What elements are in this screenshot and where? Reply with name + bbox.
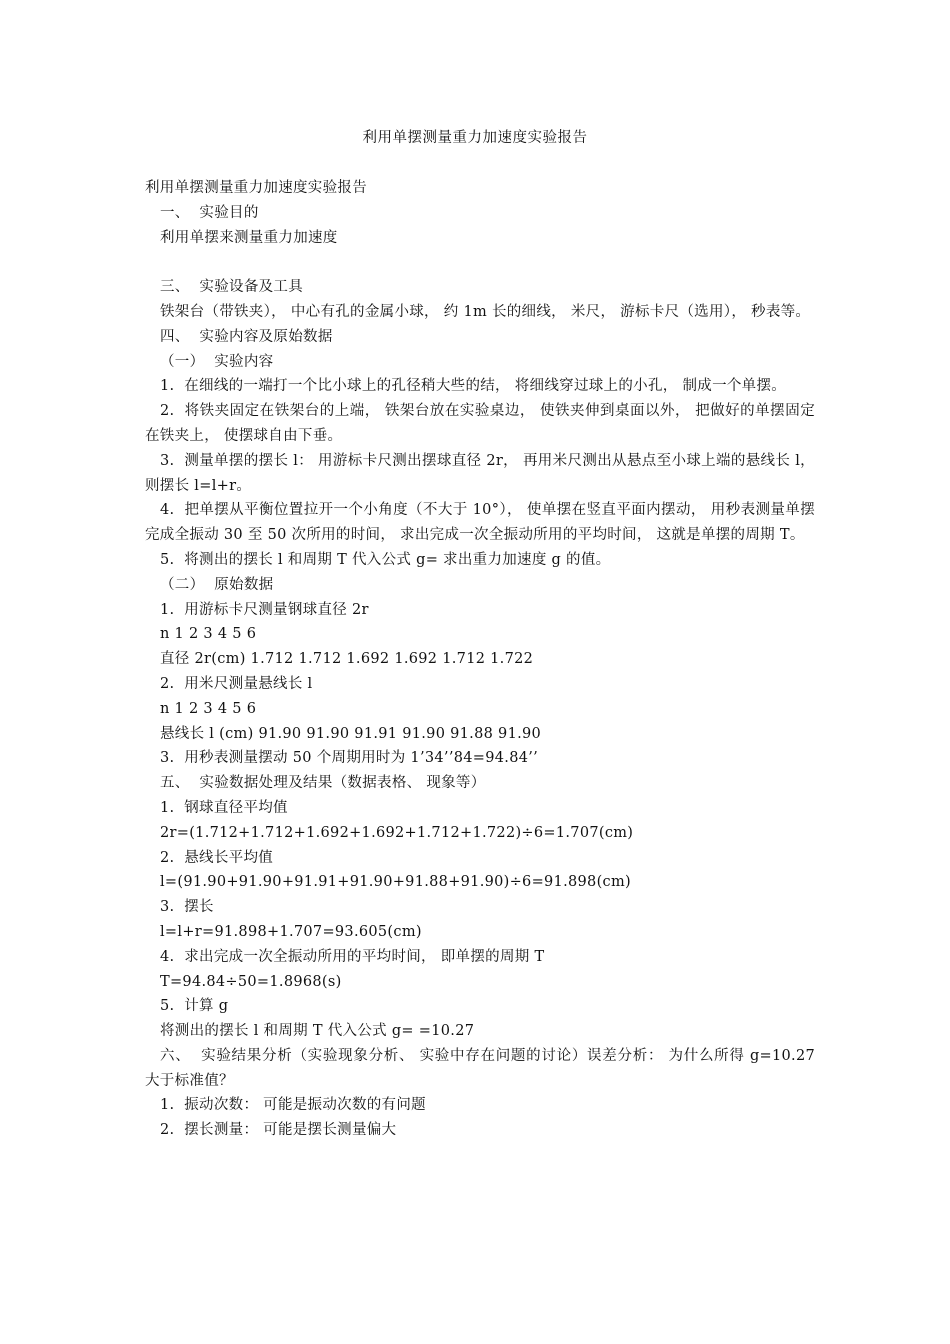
subsection-heading-raw-data: （二） 原始数据 (160, 576, 274, 593)
step-item: 4. 把单摆从平衡位置拉开一个小角度（不大于 10°）， 使单摆在竖直平面内摆动， 用秒表测量单摆完成全振动 30 至 50 次所用的时间， 求出完成一次全振动所用的平均时间， 这就是单摆的周期 T。 (145, 502, 815, 544)
result-formula: l=l+r=91.898+1.707=93.605(cm) (160, 923, 422, 940)
purpose-text: 利用单摆来测量重力加速度 (160, 229, 338, 246)
section-heading-content: 四、 实验内容及原始数据 (160, 328, 333, 345)
data-item: 3. 用秒表测量摆动 50 个周期用时为 1’34’’84=94.84’’ (160, 750, 539, 767)
result-item: 4. 求出完成一次全振动所用的平均时间， 即单摆的周期 T (160, 948, 545, 965)
section-heading-analysis: 六、 实验结果分析（实验现象分析、 实验中存在问题的讨论）误差分析： 为什么所得 g=10.27 大于标准值？ (145, 1047, 820, 1089)
step-item: 5. 将测出的摆长 l 和周期 T 代入公式 g= 求出重力加速度 g 的值。 (160, 551, 611, 568)
result-formula: l=(91.90+91.90+91.91+91.90+91.88+91.90)÷6=91.898(cm) (160, 874, 631, 891)
analysis-item: 2. 摆长测量： 可能是摆长测量偏大 (160, 1122, 397, 1139)
step-item: 2. 将铁夹固定在铁架台的上端， 铁架台放在实验桌边， 使铁夹伸到桌面以外， 把做好的单摆固定在铁夹上， 使摆球自由下垂。 (145, 403, 815, 444)
section-heading-equipment: 三、 实验设备及工具 (160, 279, 304, 296)
step-item: 1. 在细线的一端打一个比小球上的孔径稍大些的结， 将细线穿过球上的小孔， 制成一个单摆。 (160, 378, 787, 395)
step-item: 3. 测量单摆的摆长 l： 用游标卡尺测出摆球直径 2r， 再用米尺测出从悬点至小球上端的悬线长 l， 则摆长 l=l+r。 (145, 452, 820, 494)
blank-line (145, 250, 815, 275)
result-item: 5. 计算 g (160, 998, 229, 1015)
subsection-heading-content: （一） 实验内容 (160, 353, 274, 370)
data-row: 悬线长 l (cm) 91.90 91.90 91.91 91.90 91.88 91.90 (160, 725, 542, 742)
page-title: 利用单摆测量重力加速度实验报告 (362, 130, 588, 146)
section-heading-purpose: 一、 实验目的 (160, 204, 259, 221)
report-heading: 利用单摆测量重力加速度实验报告 (145, 180, 367, 196)
result-item: 2. 悬线长平均值 (160, 849, 274, 866)
data-row: n 1 2 3 4 5 6 (160, 626, 257, 643)
result-formula: 2r=(1.712+1.712+1.692+1.692+1.712+1.722)÷6=1.707(cm) (160, 824, 634, 841)
result-item: 3. 摆长 (160, 899, 214, 916)
result-item: 1. 钢球直径平均值 (160, 799, 288, 816)
equipment-text: 铁架台（带铁夹）， 中心有孔的金属小球， 约 1m 长的细线， 米尺， 游标卡尺（选用）， 秒表等。 (160, 303, 811, 320)
document-body (145, 176, 820, 1143)
analysis-item: 1. 振动次数： 可能是振动次数的有问题 (160, 1097, 426, 1114)
data-item: 2. 用米尺测量悬线长 l (160, 675, 313, 692)
result-formula: 将测出的摆长 l 和周期 T 代入公式 g= =10.27 (160, 1023, 475, 1040)
result-formula: T=94.84÷50=1.8968(s) (160, 973, 342, 990)
section-heading-results: 五、 实验数据处理及结果（数据表格、 现象等） (160, 775, 486, 792)
data-row: n 1 2 3 4 5 6 (160, 700, 257, 717)
data-item: 1. 用游标卡尺测量钢球直径 2r (160, 601, 369, 618)
data-row: 直径 2r(cm) 1.712 1.712 1.692 1.692 1.712 1.722 (160, 651, 534, 668)
